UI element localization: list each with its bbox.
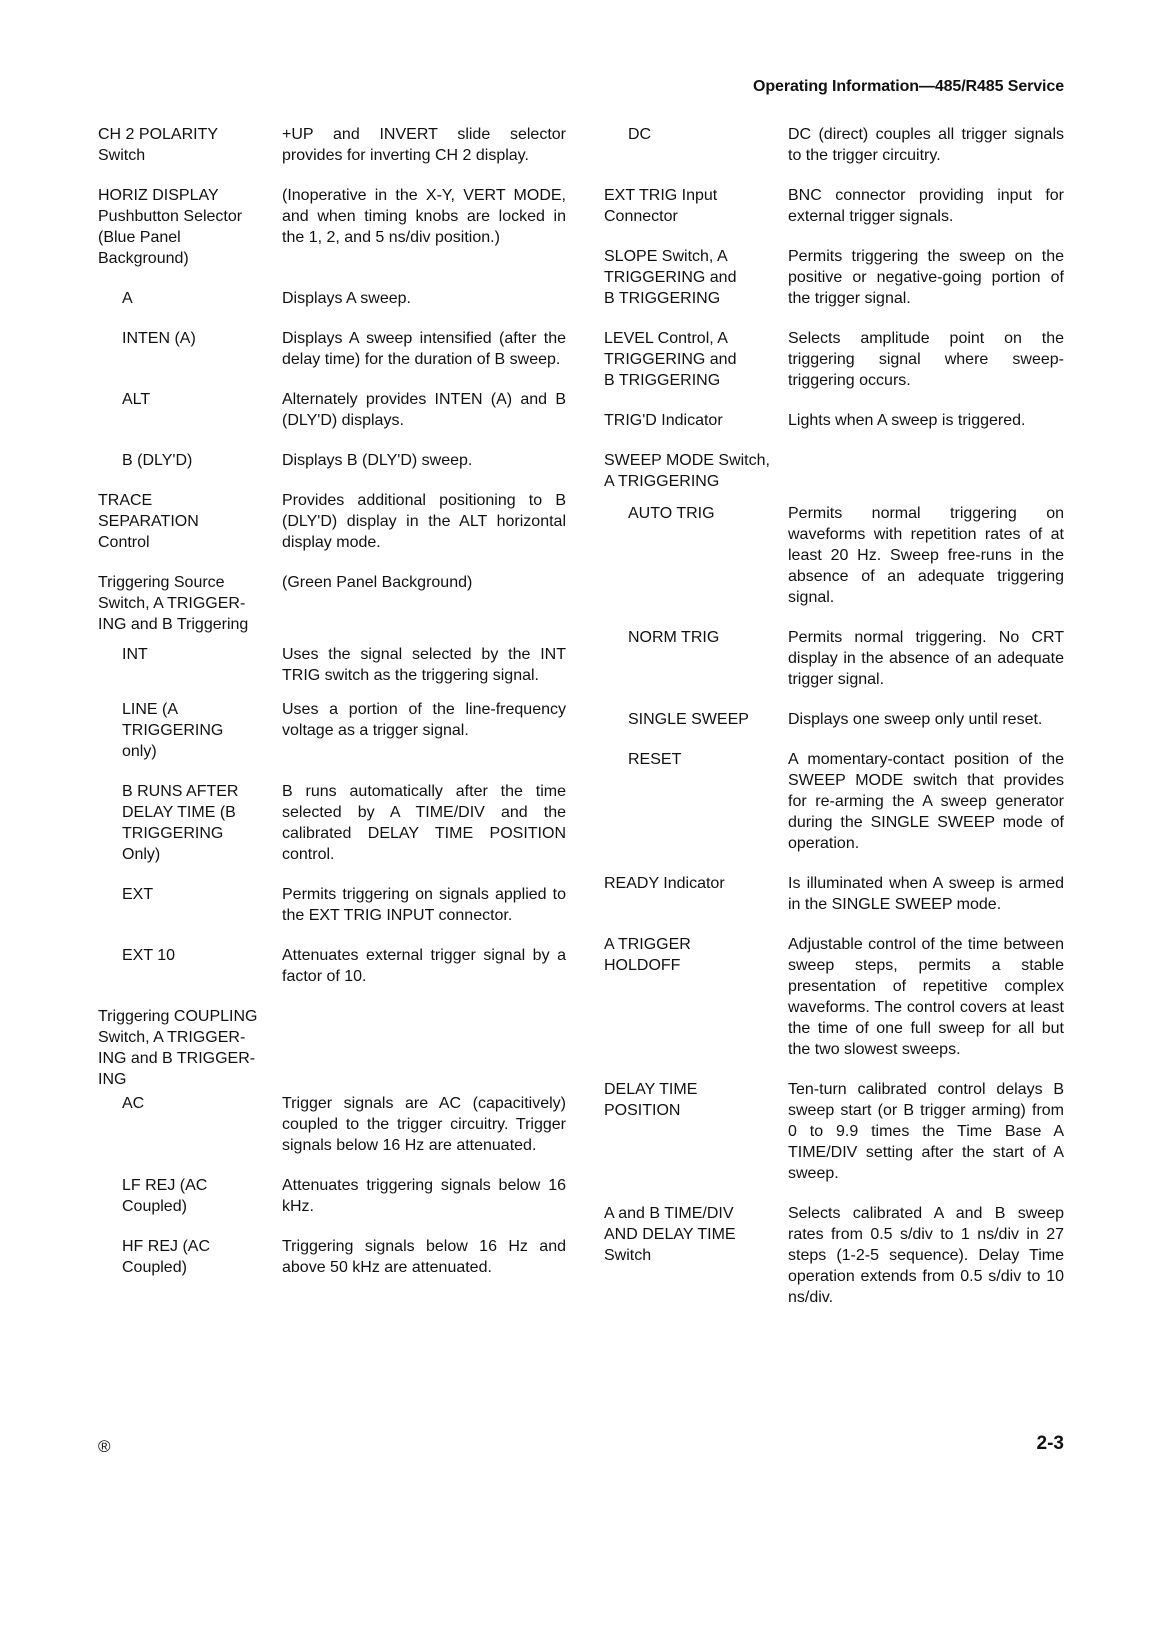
definition-entry <box>604 410 1068 431</box>
entry-spacer <box>604 1060 1068 1079</box>
entry-term: A <box>122 290 133 307</box>
entry-term: AUTO TRIG <box>628 505 715 522</box>
entry-definition: Displays A sweep intensified (after the delay time) for the duration of B sweep. <box>282 330 566 368</box>
definition-entry <box>604 450 1068 492</box>
definition-entry <box>98 1236 568 1278</box>
entry-term: A TRIGGER HOLDOFF <box>604 936 691 974</box>
entry-spacer <box>604 227 1068 246</box>
entry-spacer <box>604 915 1068 934</box>
entry-spacer <box>604 690 1068 709</box>
entry-definition: Displays B (DLY'D) sweep. <box>282 452 473 469</box>
definition-entry <box>98 644 568 686</box>
entry-definition: Permits normal triggering. No CRT display in the absence of an adequate trigger signal. <box>788 629 1064 688</box>
entry-spacer <box>98 1217 568 1236</box>
registered-mark: ® <box>98 1437 111 1456</box>
definition-entry <box>604 873 1068 915</box>
entry-definition: Selects calibrated A and B sweep rates from 0.5 s/div to 1 ns/div in 27 steps (1-2-5 sequence). Delay Time operation extends from 0.5 s/div to 10 ns/div. <box>788 1205 1064 1306</box>
entry-spacer <box>98 762 568 781</box>
entry-term: INT <box>122 646 148 663</box>
left-column <box>98 124 568 1278</box>
entry-term: HF REJ (AC Coupled) <box>122 1238 210 1276</box>
entry-definition: Permits normal triggering on waveforms with repetition rates of at least 20 Hz. Sweep free-runs in the absence of an adequate triggering signal. <box>788 505 1064 606</box>
entry-definition: Alternately provides INTEN (A) and B (DLY'D) displays. <box>282 391 566 429</box>
entry-definition: Uses the signal selected by the INT TRIG switch as the triggering signal. <box>282 646 566 684</box>
entry-spacer <box>98 431 568 450</box>
right-column <box>604 124 1068 1308</box>
entry-definition: Attenuates triggering signals below 16 kHz. <box>282 1177 566 1215</box>
entry-term: INTEN (A) <box>122 330 196 347</box>
entry-term: EXT 10 <box>122 947 176 964</box>
entry-definition: A momentary-contact position of the SWEEP MODE switch that provides for re-arming the A sweep generator during the SINGLE SWEEP mode of operation. <box>788 751 1064 852</box>
definition-entry <box>604 1079 1068 1184</box>
entry-term: Triggering Source Switch, A TRIGGER- ING and B Triggering <box>98 574 249 633</box>
definition-entry <box>98 781 568 865</box>
entry-definition: Provides additional positioning to B (DLY'D) display in the ALT horizontal display mode. <box>282 492 566 551</box>
entry-term: B (DLY'D) <box>122 452 193 469</box>
entry-term: DC <box>628 126 652 143</box>
definition-entry <box>98 1175 568 1217</box>
entry-definition: DC (direct) couples all trigger signals to the trigger circuitry. <box>788 126 1064 164</box>
entry-spacer <box>98 686 568 699</box>
entry-definition: Adjustable control of the time between sweep steps, permits a stable presentation of repetitive complex waveforms. The control covers at least the time of one full sweep for all but the two slowest sweeps. <box>788 936 1064 1058</box>
entry-term: SWEEP MODE Switch, A TRIGGERING <box>604 452 770 490</box>
entry-term: DELAY TIME POSITION <box>604 1081 698 1119</box>
entry-term: ALT <box>122 391 151 408</box>
entry-term: LEVEL Control, A TRIGGERING and B TRIGGERING <box>604 330 737 389</box>
entry-term: A and B TIME/DIV AND DELAY TIME Switch <box>604 1205 736 1264</box>
entry-spacer <box>98 987 568 1006</box>
definition-entry <box>604 749 1068 854</box>
definition-entry <box>604 627 1068 690</box>
entry-term: NORM TRIG <box>628 629 720 646</box>
entry-spacer <box>604 1184 1068 1203</box>
entry-definition <box>788 450 1064 492</box>
definition-entry <box>98 490 568 553</box>
definition-entry <box>604 185 1068 227</box>
definition-entry <box>98 389 568 431</box>
entry-spacer <box>98 865 568 884</box>
definition-entry <box>98 884 568 926</box>
definition-entry <box>98 699 568 762</box>
entry-spacer <box>98 370 568 389</box>
entry-spacer <box>604 854 1068 873</box>
page-header: Operating Information—485/R485 Service <box>753 78 1064 95</box>
entry-definition: B runs automatically after the time selected by A TIME/DIV and the calibrated DELAY TIME POSITION control. <box>282 783 566 863</box>
entry-spacer <box>604 309 1068 328</box>
entry-spacer <box>604 730 1068 749</box>
definition-entry <box>98 1093 568 1156</box>
entry-spacer <box>604 391 1068 410</box>
entry-spacer <box>604 492 1068 503</box>
entry-term: Triggering COUPLING Switch, A TRIGGER- ING and B TRIGGER- ING <box>98 1008 258 1088</box>
entry-definition: Is illuminated when A sweep is armed in the SINGLE SWEEP mode. <box>788 875 1064 913</box>
definition-entry <box>604 124 1068 166</box>
entry-definition: Triggering signals below 16 Hz and above 50 kHz are attenuated. <box>282 1238 566 1276</box>
entry-definition: Displays one sweep only until reset. <box>788 711 1043 728</box>
entry-spacer <box>98 926 568 945</box>
entry-spacer <box>98 635 568 644</box>
entry-definition: +UP and INVERT slide selector provides for inverting CH 2 display. <box>282 126 566 164</box>
entry-definition: Uses a portion of the line-frequency voltage as a trigger signal. <box>282 701 566 739</box>
entry-term: AC <box>122 1095 145 1112</box>
entry-term: EXT <box>122 886 154 903</box>
definition-entry <box>98 124 568 166</box>
entry-definition: Selects amplitude point on the triggering signal where sweep-triggering occurs. <box>788 330 1064 389</box>
entry-definition: Ten-turn calibrated control delays B sweep start (or B trigger arming) from 0 to 9.9 times the Time Base A TIME/DIV setting after the start of A sweep. <box>788 1081 1064 1182</box>
definition-entry <box>604 1203 1068 1308</box>
definition-entry <box>98 945 568 987</box>
entry-definition: Displays A sweep. <box>282 290 411 307</box>
entry-term: LF REJ (AC Coupled) <box>122 1177 208 1215</box>
entry-term: TRACE SEPARATION Control <box>98 492 199 551</box>
entry-term: CH 2 POLARITY Switch <box>98 126 219 164</box>
entry-spacer <box>604 431 1068 450</box>
entry-definition: Attenuates external trigger signal by a factor of 10. <box>282 947 566 985</box>
entry-spacer <box>98 309 568 328</box>
definition-entry <box>604 934 1068 1060</box>
entry-spacer <box>98 166 568 185</box>
entry-definition: Permits triggering on signals applied to the EXT TRIG INPUT connector. <box>282 886 566 924</box>
definition-entry <box>98 185 568 269</box>
definition-entry <box>604 503 1068 608</box>
entry-spacer <box>98 553 568 572</box>
entry-spacer <box>604 166 1068 185</box>
definition-entry <box>98 288 568 309</box>
definition-entry <box>604 709 1068 730</box>
entry-spacer <box>98 471 568 490</box>
entry-spacer <box>98 1156 568 1175</box>
entry-term: RESET <box>628 751 682 768</box>
entry-definition: Trigger signals are AC (capacitively) coupled to the trigger circuitry. Trigger signals below 16 Hz are attenuated. <box>282 1095 566 1154</box>
entry-term: SINGLE SWEEP <box>628 711 749 728</box>
entry-term: LINE (A TRIGGERING only) <box>122 701 224 760</box>
entry-term: READY Indicator <box>604 875 725 892</box>
entry-term: HORIZ DISPLAY Pushbutton Selector (Blue Panel Background) <box>98 187 243 267</box>
entry-definition: (Green Panel Background) <box>282 574 473 591</box>
definition-entry <box>98 1006 568 1090</box>
definition-entry <box>98 572 568 635</box>
entry-spacer <box>604 608 1068 627</box>
entry-definition: (Inoperative in the X-Y, VERT MODE, and when timing knobs are locked in the 1, 2, and 5 ns/div position.) <box>282 187 566 246</box>
entry-term: EXT TRIG Input Connector <box>604 187 718 225</box>
entry-definition: Lights when A sweep is triggered. <box>788 412 1026 429</box>
definition-entry <box>98 450 568 471</box>
definition-entry <box>98 328 568 370</box>
entry-definition: BNC connector providing input for external trigger signals. <box>788 187 1064 225</box>
entry-term: SLOPE Switch, A TRIGGERING and B TRIGGERING <box>604 248 737 307</box>
definition-entry <box>604 328 1068 391</box>
definition-entry <box>604 246 1068 309</box>
entry-definition <box>282 1006 566 1090</box>
entry-definition: Permits triggering the sweep on the positive or negative-going portion of the trigger signal. <box>788 248 1064 307</box>
entry-spacer <box>98 269 568 288</box>
entry-term: B RUNS AFTER DELAY TIME (B TRIGGERING Only) <box>122 783 239 863</box>
page-number: 2-3 <box>1036 1433 1064 1454</box>
entry-term: TRIG'D Indicator <box>604 412 723 429</box>
